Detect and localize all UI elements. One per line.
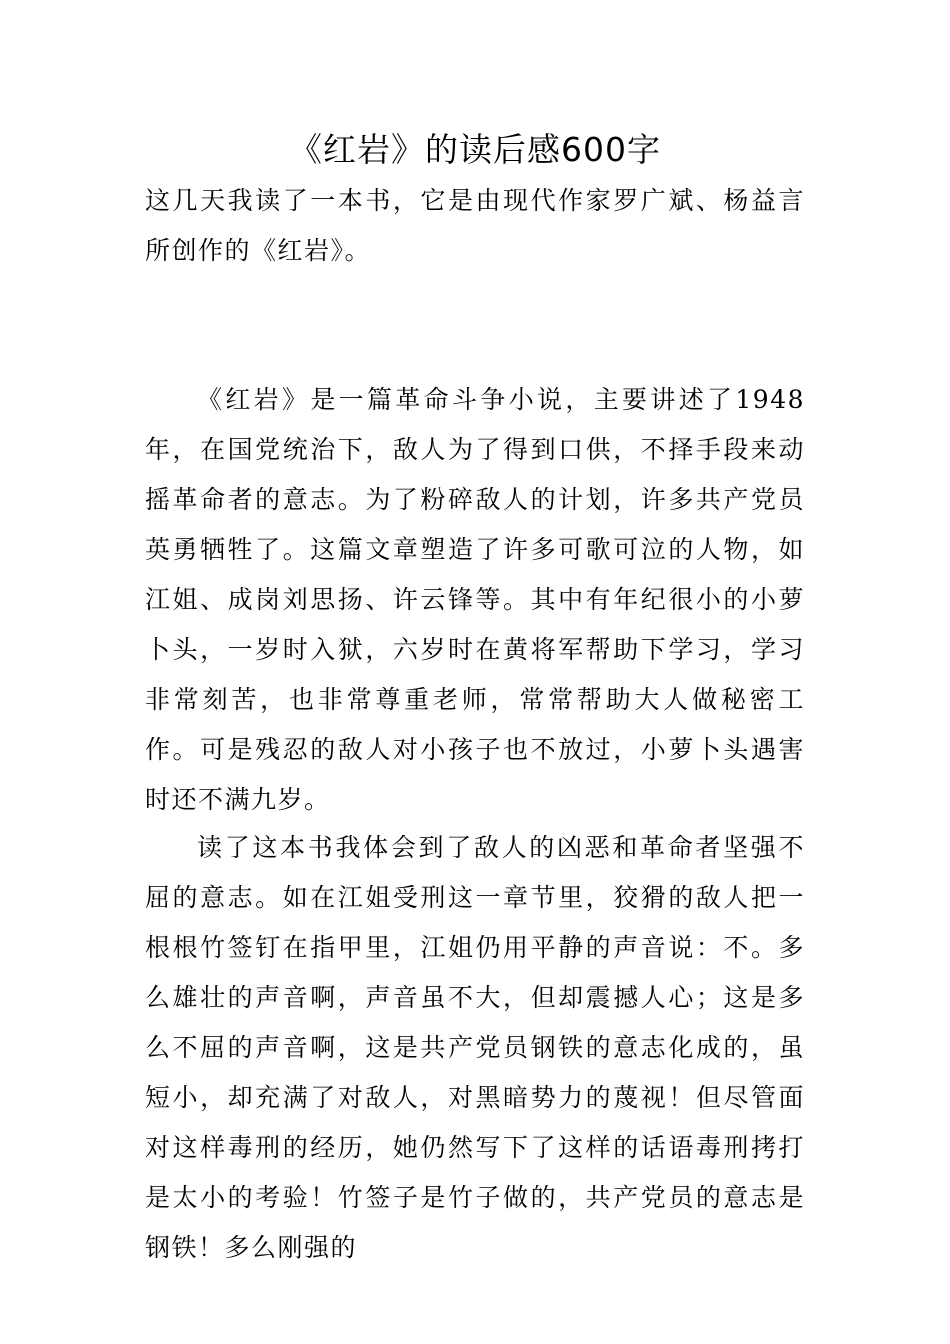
paragraph-summary: 《红岩》是一篇革命斗争小说，主要讲述了1948年，在国党统治下，敌人为了得到口供，不择手段来动摇革命者的意志。为了粉碎敌人的计划，许多共产党员英勇牺牲了。这篇文章塑造了许多可歌可泣的人物，如江姐、成岗刘思扬、许云锋等。其中有年纪很小的小萝卜头，一岁时入狱，六岁时在黄将军帮助下学习，学习非常刻苦，也非常尊重老师，常常帮助大人做秘密工作。可是残忍的敌人对小孩子也不放过，小萝卜头遇害时还不满九岁。 (145, 385, 805, 814)
paragraph-intro: 这几天我读了一本书，它是由现代作家罗广斌、杨益言所创作的《红岩》。 (145, 186, 805, 265)
document-title: 《红岩》的读后感600字 (289, 130, 661, 169)
paragraph-reflection: 读了这本书我体会到了敌人的凶恶和革命者坚强不屈的意志。如在江姐受刑这一章节里，狡猾的敌人把一根根竹签钉在指甲里，江姐仍用平静的声音说：不。多么雄壮的声音啊，声音虽不大，但却震撼人心；这是多么不屈的声音啊，这是共产党员钢铁的意志化成的，虽短小，却充满了对敌人，对黑暗势力的蔑视！但尽管面对这样毒刑的经历，她仍然写下了这样的话语毒刑拷打是太小的考验！竹签子是竹子做的，共产党员的意志是钢铁！多么刚强的 (145, 833, 805, 1262)
